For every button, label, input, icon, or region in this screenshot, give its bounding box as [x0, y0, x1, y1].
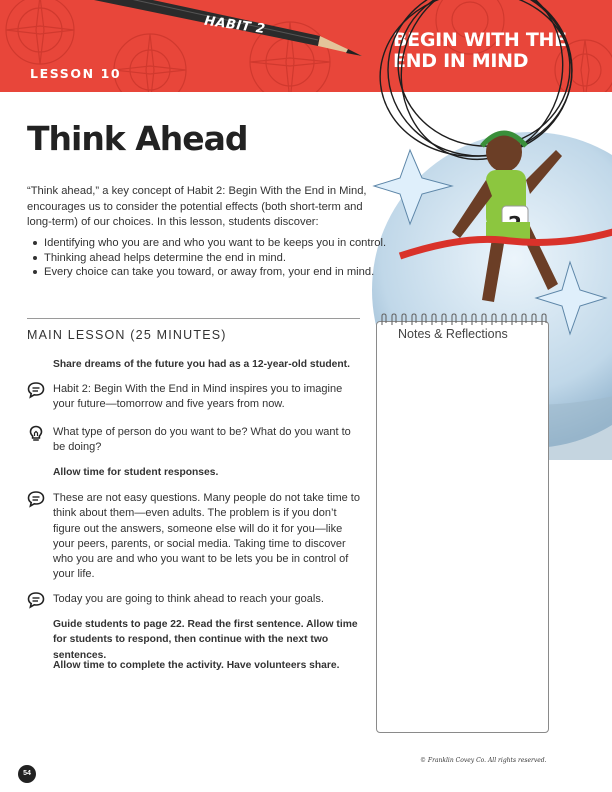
copyright-notice: © Franklin Covey Co. All rights reserved.	[420, 757, 547, 764]
section-divider	[27, 318, 360, 319]
bullet-list	[44, 236, 404, 280]
notes-title: Notes & Reflections	[398, 327, 508, 341]
intro-paragraph: “Think ahead,” a key concept of Habit 2: Begin With the End in Mind, encourages us to consider the potential effects (both short-term and long-term) of our choices. In this lesson, students discover:	[27, 185, 367, 228]
list-item: Identifying who you are and who you want to be keeps you in control.	[44, 236, 404, 251]
instruction-text: Allow time for student responses.	[53, 467, 219, 478]
habit-title-line-2: END IN MIND	[393, 50, 529, 72]
habit-title-line-1: BEGIN WITH THE	[393, 29, 567, 51]
habit-tag: HABIT 2	[203, 13, 267, 38]
speech-bubble-icon	[27, 591, 45, 609]
lightbulb-icon	[27, 425, 45, 443]
pencil-graphic	[0, 0, 380, 70]
list-item: Thinking ahead helps determine the end in mind.	[44, 251, 404, 266]
main-lesson-heading: MAIN LESSON (25 MINUTES)	[27, 328, 227, 342]
speech-bubble-icon	[27, 381, 45, 399]
talking-point: Habit 2: Begin With the End in Mind inspires you to imagine your future—tomorrow and five years from now.	[53, 383, 343, 411]
speech-bubble-icon	[27, 490, 45, 508]
discussion-question: What type of person do you want to be? What do you want to be doing?	[53, 426, 351, 454]
instruction-text: Share dreams of the future you had as a 12-year-old student.	[53, 359, 350, 370]
instruction-text: Allow time to complete the activity. Have volunteers share.	[53, 660, 340, 671]
lesson-label: LESSON 10	[30, 66, 122, 81]
spiral-binding	[378, 313, 548, 325]
talking-point: These are not easy questions. Many people do not take time to think about them—even adults. The problem is if you don’t figure out the answers, someone else will do it for you—like your peers, parents, or social media. Taking time to discover who you are and who you want to be lets you be in control of your life.	[53, 492, 360, 581]
list-item: Every choice can take you toward, or away from, your end in mind.	[44, 265, 404, 280]
notes-panel[interactable]	[376, 321, 549, 733]
talking-point: Today you are going to think ahead to reach your goals.	[53, 593, 324, 605]
page-title: Think Ahead	[27, 119, 248, 158]
page-number: 54	[18, 765, 36, 783]
instruction-text: Guide students to page 22. Read the first sentence. Allow time for students to respond, then continue with the next two sentences.	[53, 619, 358, 661]
